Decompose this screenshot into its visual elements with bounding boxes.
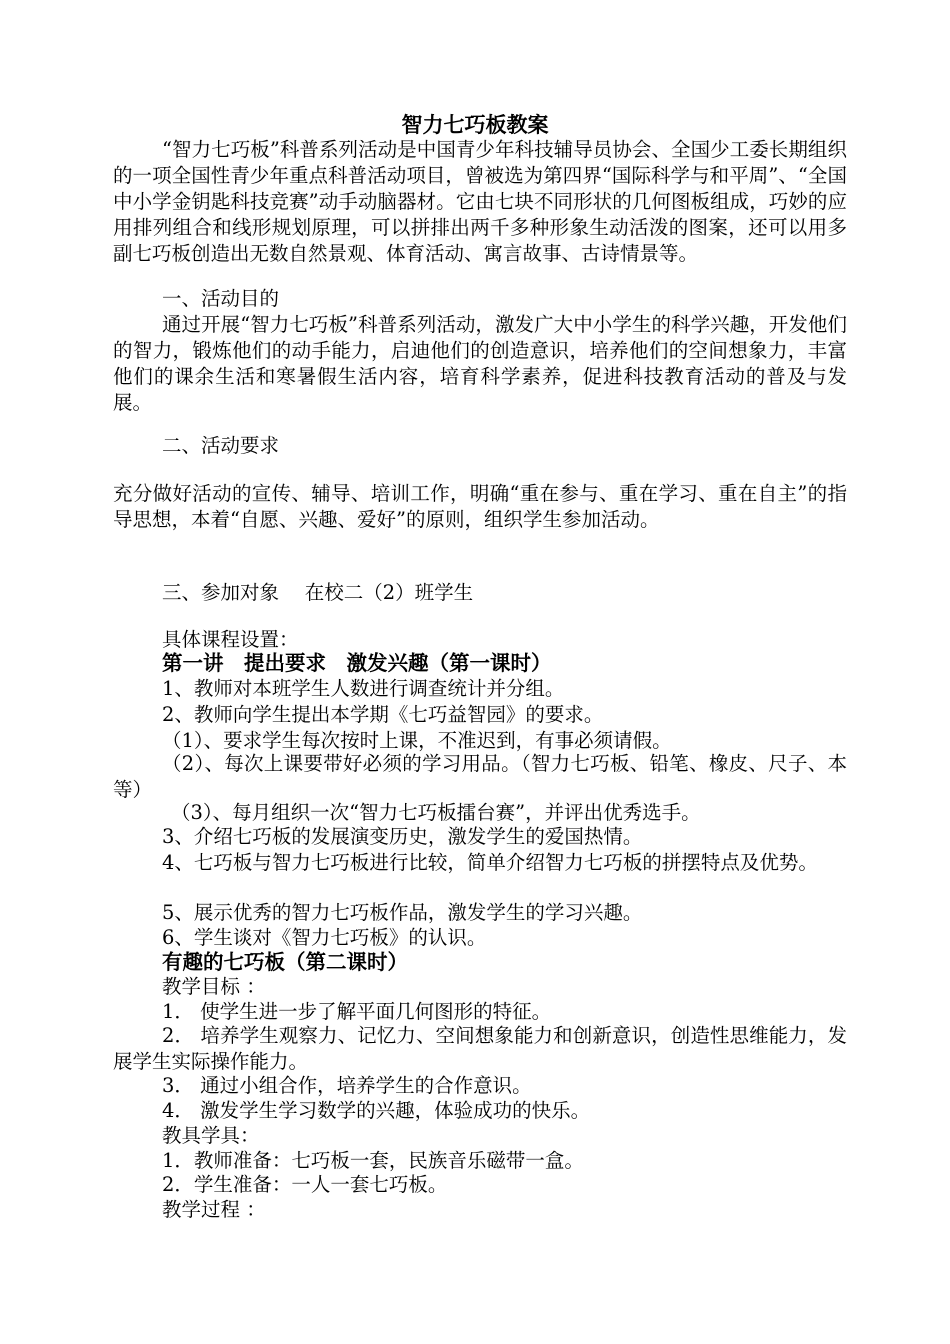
- goal-item-4: 4． 激发学生学习数学的兴趣，体验成功的快乐。: [162, 1099, 591, 1122]
- lesson1-item-6: 6、学生谈对《智力七巧板》的认识。: [162, 926, 487, 949]
- lesson1-item-2: 2、教师向学生提出本学期《七巧益智园》的要求。: [162, 703, 604, 726]
- lesson2-heading: 有趣的七巧板（第二课时）: [162, 950, 408, 974]
- tools-item-2: 2．学生准备：一人一套七巧板。: [162, 1173, 448, 1196]
- document-title: 智力七巧板教案: [401, 112, 549, 137]
- purpose-paragraph: 通过开展“智力七巧板”科普系列活动，激发广大中小学生的科学兴趣，开发他们的智力，锻炼他们的动手能力，启迪他们的创造意识，培养他们的空间想象力，丰富他们的课余生活和寒暑假生活内容，培育科学素养，促进科技教育活动的普及与发展。: [113, 313, 847, 414]
- goal-item-2: 2． 培养学生观察力、记忆力、空间想象能力和创新意识，创造性思维能力，发展学生实际操作能力。: [113, 1024, 847, 1073]
- goal-item-3: 3． 通过小组合作，培养学生的合作意识。: [162, 1074, 532, 1097]
- intro-paragraph: “智力七巧板”科普系列活动是中国青少年科技辅导员协会、全国少工委长期组织的一项全国性青少年重点科普活动项目，曾被选为第四界“国际科学与和平周”、“全国中小学金钥匙科技竞赛”动手动脑器材。它由七块不同形状的几何图板组成，巧妙的应用排列组合和线形规划原理，可以拼排出两千多种形象生动活泼的图案，还可以用多副七巧板创造出无数自然景观、体育活动、寓言故事、古诗情景等。: [113, 138, 847, 265]
- section-heading-purpose: 一、活动目的: [162, 287, 280, 310]
- lesson1-item-2b: （2）、每次上课要带好必须的学习用品。（智力七巧板、铅笔、橡皮、尺子、本等）: [113, 752, 847, 801]
- lesson1-item-2c: （3）、每月组织一次“智力七巧板擂台赛”，并评出优秀选手。: [171, 801, 701, 824]
- requirement-paragraph: 充分做好活动的宣传、辅导、培训工作，明确“重在参与、重在学习、重在自主”的指导思想，本着“自愿、兴趣、爱好”的原则，组织学生参加活动。: [113, 482, 847, 531]
- teaching-process-label: 教学过程 ：: [162, 1198, 266, 1221]
- tools-item-1: 1．教师准备：七巧板一套，民族音乐磁带一盒。: [162, 1149, 584, 1172]
- lesson1-item-3: 3、介绍七巧板的发展演变历史，激发学生的爱国热情。: [162, 825, 643, 848]
- lesson1-item-1: 1、教师对本班学生人数进行调查统计并分组。: [162, 677, 565, 700]
- lesson1-item-2a: （1）、要求学生每次按时上课，不准迟到，有事必须请假。: [162, 729, 672, 752]
- section-heading-participants: 三、参加对象 在校二（2）班学生: [162, 581, 474, 604]
- teaching-goal-label: 教学目标 ：: [162, 975, 266, 998]
- course-setting-label: 具体课程设置：: [162, 628, 299, 651]
- teaching-tools-label: 教具学具：: [162, 1124, 260, 1147]
- lesson1-item-5: 5、展示优秀的智力七巧板作品，激发学生的学习兴趣。: [162, 901, 643, 924]
- goal-item-1: 1． 使学生进一步了解平面几何图形的特征。: [162, 1000, 552, 1023]
- lesson1-heading: 第一讲 提出要求 激发兴趣（第一课时）: [162, 651, 552, 675]
- section-heading-requirement: 二、活动要求: [162, 434, 280, 457]
- lesson1-item-4: 4、七巧板与智力七巧板进行比较，简单介绍智力七巧板的拼摆特点及优势。: [162, 851, 818, 874]
